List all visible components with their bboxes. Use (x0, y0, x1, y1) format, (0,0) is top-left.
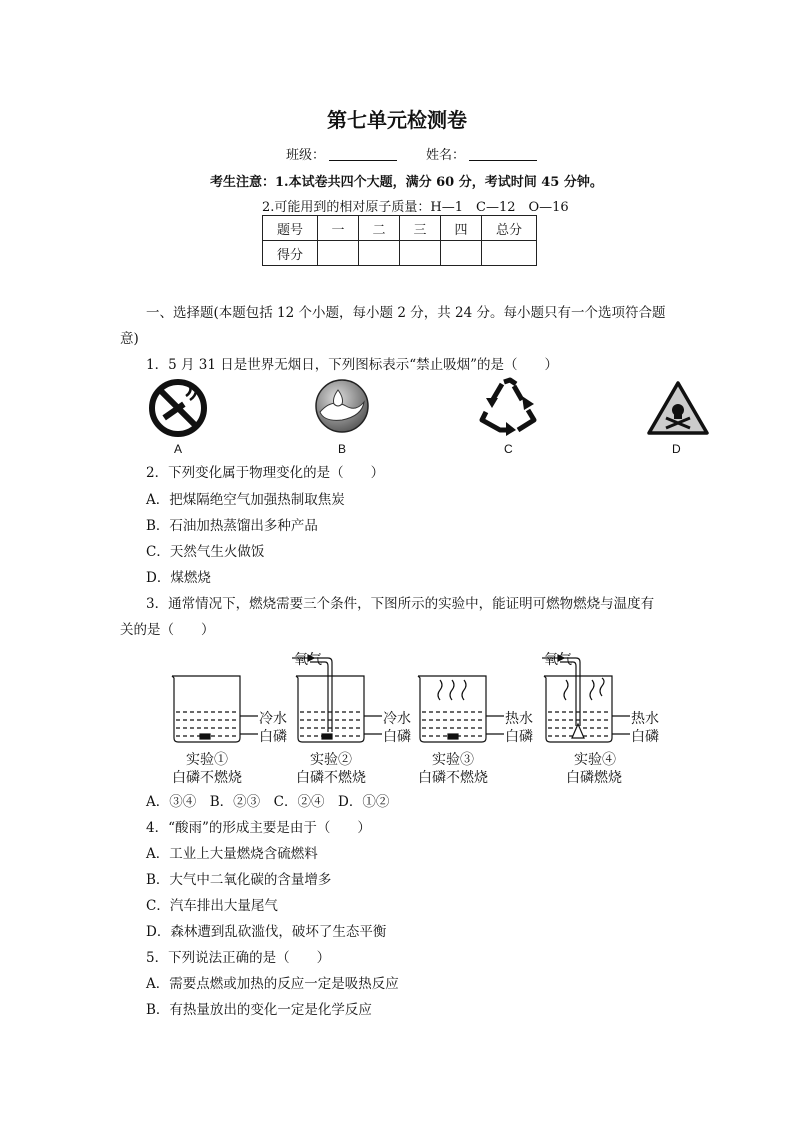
score-table-score-row (263, 241, 537, 266)
q5-stem: 5．下列说法正确的是（ ） (146, 950, 331, 966)
q1-stem: 1．5 月 31 日是世界无烟日，下列图标表示“禁止吸烟”的是（ ） (146, 357, 559, 373)
q4-option-c[interactable]: C．汽车排出大量尾气 (146, 898, 278, 914)
notice-2: 2.可能用到的相对原子质量：H—1 C—12 O—16 (262, 200, 569, 215)
q2-stem: 2．下列变化属于物理变化的是（ ） (146, 465, 385, 481)
q4-option-a[interactable]: A．工业上大量燃烧含硫燃料 (146, 846, 318, 862)
q5-option-b[interactable]: B．有热量放出的变化一定是化学反应 (146, 1002, 372, 1018)
score-header-cell: 二 (359, 216, 400, 241)
class-blank[interactable] (329, 148, 397, 161)
score-table-header-row (263, 216, 537, 241)
exp1-solid-label: 白磷 (259, 729, 287, 745)
name-blank[interactable] (469, 148, 537, 161)
q1-label-a: A (174, 442, 183, 456)
exp4-name: 实验④ (574, 752, 616, 768)
exp2-result: 白磷不燃烧 (296, 770, 366, 786)
q3-options[interactable]: A．③④ B．②③ C．②④ D．①② (146, 794, 390, 810)
score-cell[interactable] (318, 241, 359, 266)
toxic-warning-icon[interactable] (646, 380, 710, 436)
score-header-cell: 四 (441, 216, 482, 241)
q1-label-d: D (672, 442, 681, 456)
q4-option-d[interactable]: D．森林遭到乱砍滥伐，破坏了生态平衡 (146, 924, 387, 940)
exp4-gas-label: 氧气 (544, 652, 572, 668)
score-cell[interactable] (400, 241, 441, 266)
name-field (426, 144, 537, 163)
score-header-cell: 题号 (263, 216, 318, 241)
exp2-name: 实验② (310, 752, 352, 768)
exp3-name: 实验③ (432, 752, 474, 768)
no-smoking-icon[interactable] (148, 378, 208, 438)
q1-label-b: B (338, 442, 347, 456)
exp4-solid-label: 白磷 (631, 729, 659, 745)
beaker-3 (418, 676, 504, 742)
q4-stem: 4．“酸雨”的形成主要是由于（ ） (146, 820, 371, 836)
exp4-water-label: 热水 (631, 711, 659, 727)
q2-option-c[interactable]: C．天然气生火做饭 (146, 544, 265, 560)
q3-stem: 3．通常情况下，燃烧需要三个条件，下图所示的实验中，能证明可燃物燃烧与温度有 (146, 596, 655, 612)
class-field (286, 144, 397, 163)
score-cell[interactable] (482, 241, 537, 266)
q5-option-a[interactable]: A．需要点燃或加热的反应一定是吸热反应 (146, 976, 399, 992)
exp3-water-label: 热水 (505, 711, 533, 727)
q2-option-d[interactable]: D．煤燃烧 (146, 570, 211, 586)
score-header-cell: 三 (400, 216, 441, 241)
water-saving-icon[interactable] (314, 378, 370, 434)
q4-option-b[interactable]: B．大气中二氧化碳的含量增多 (146, 872, 332, 888)
beaker-1 (172, 676, 258, 742)
experiment-diagram (160, 640, 670, 752)
exp2-gas-label: 氧气 (294, 652, 322, 668)
section-1-heading: 一、选择题(本题包括 12 个小题，每小题 2 分，共 24 分。每小题只有一个选项符合题 (146, 305, 666, 321)
q1-label-c: C (504, 442, 513, 456)
q3-stem-cont: 关的是（ ） (120, 622, 215, 638)
exp2-water-label: 冷水 (383, 711, 411, 727)
score-row-label: 得分 (263, 241, 318, 266)
section-1-heading-cont: 意) (120, 331, 139, 347)
name-label: 姓名： (426, 148, 466, 163)
notice-1: 考生注意：1.本试卷共四个大题，满分 60 分，考试时间 45 分钟。 (210, 175, 603, 190)
score-cell[interactable] (359, 241, 400, 266)
q2-option-a[interactable]: A．把煤隔绝空气加强热制取焦炭 (146, 492, 345, 508)
q2-option-b[interactable]: B．石油加热蒸馏出多种产品 (146, 518, 318, 534)
exp2-solid-label: 白磷 (383, 729, 411, 745)
score-table (262, 215, 537, 266)
exp1-name: 实验① (186, 752, 228, 768)
exp4-result: 白磷燃烧 (566, 770, 622, 786)
exp3-result: 白磷不燃烧 (418, 770, 488, 786)
recycle-icon[interactable] (478, 376, 540, 436)
exp1-result: 白磷不燃烧 (172, 770, 242, 786)
score-cell[interactable] (441, 241, 482, 266)
score-header-cell: 总分 (482, 216, 537, 241)
page-title: 第七单元检测卷 (327, 108, 467, 132)
exp1-water-label: 冷水 (259, 711, 287, 727)
class-label: 班级： (286, 148, 326, 163)
exp3-solid-label: 白磷 (505, 729, 533, 745)
score-header-cell: 一 (318, 216, 359, 241)
